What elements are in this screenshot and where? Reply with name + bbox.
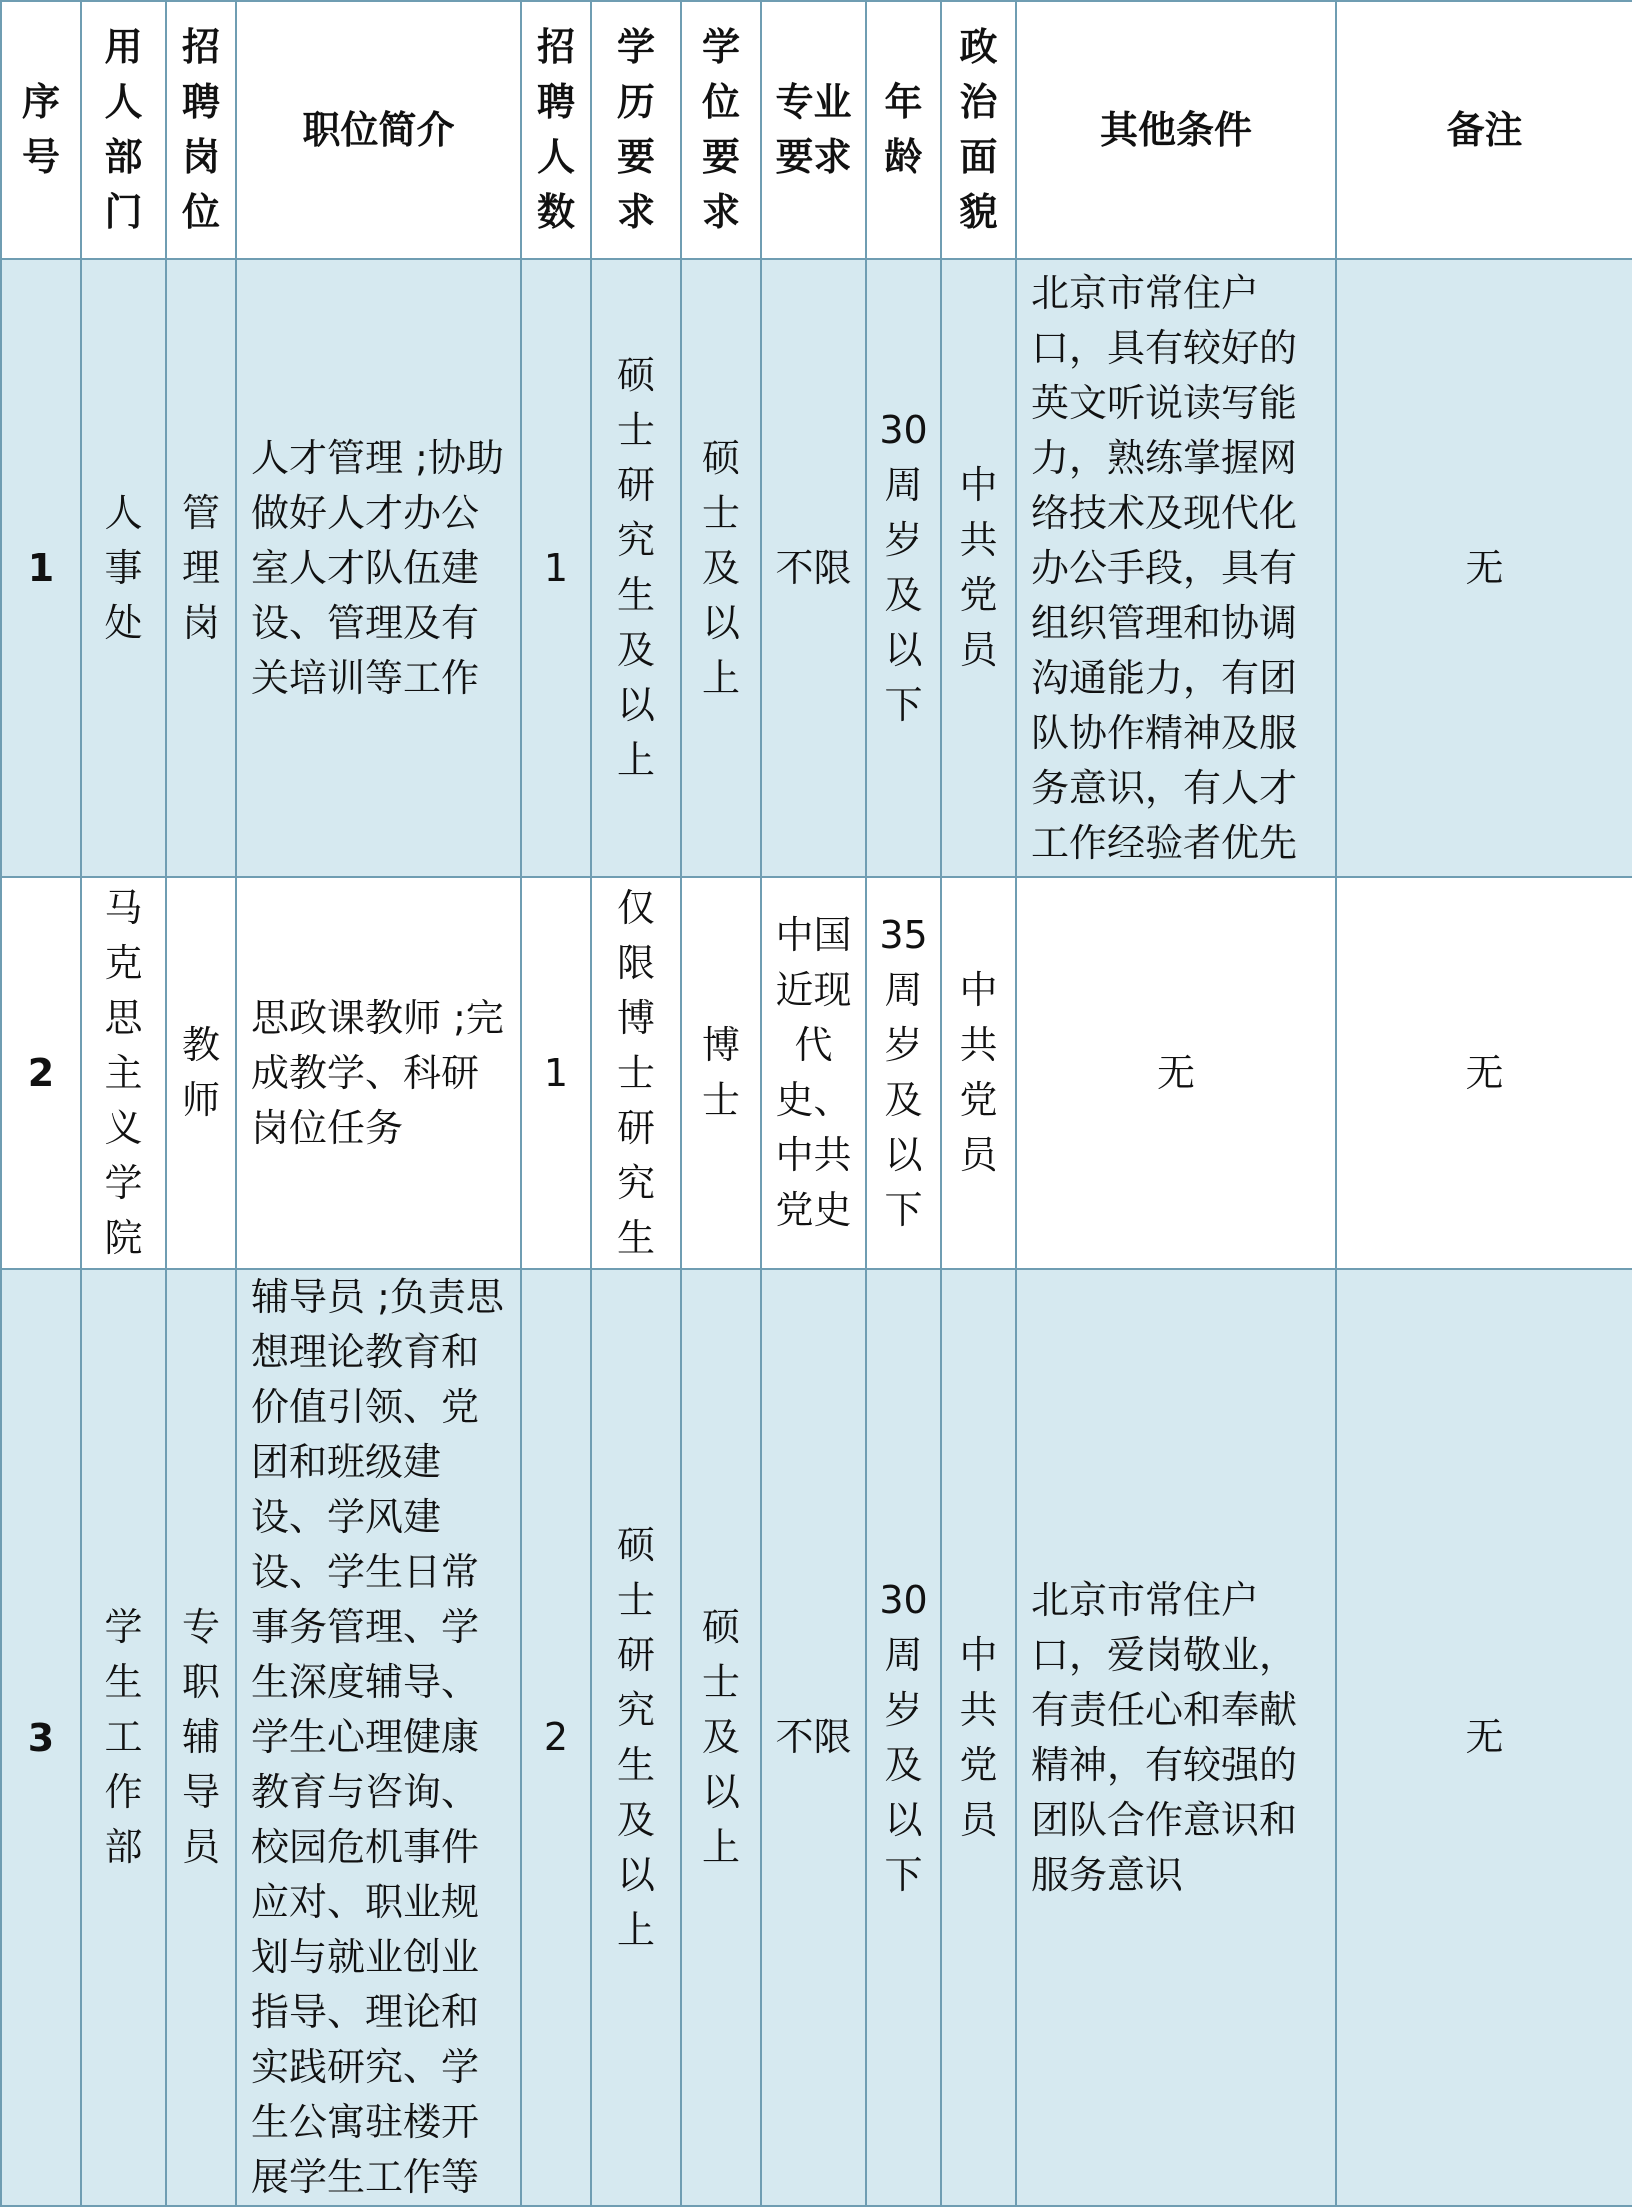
cell-degree: 硕士及以上: [681, 1269, 761, 2206]
cell-political: 中共党员: [941, 877, 1016, 1269]
cell-political: 中共党员: [941, 259, 1016, 877]
header-post: 招聘岗位: [166, 1, 236, 259]
cell-major: 不限: [761, 259, 866, 877]
header-major: 专业要求: [761, 1, 866, 259]
table-row: [1, 877, 1632, 1269]
header-row: [1, 1, 1632, 259]
cell-seq: 3: [1, 1269, 81, 2206]
cell-intro: 辅导员 ;负责思想理论教育和价值引领、党团和班级建设、学风建设、学生日常事务管理、学生深度辅导、学生心理健康教育与咨询、校园危机事件应对、职业规划与就业创业指导、理论和实践研究、学生公寓驻楼开展学生工作等: [236, 1269, 521, 2206]
cell-remark: 无: [1336, 877, 1632, 1269]
cell-other: 北京市常住户口，爱岗敬业，有责任心和奉献精神，有较强的团队合作意识和服务意识: [1016, 1269, 1336, 2206]
cell-intro: 思政课教师 ;完成教学、科研岗位任务: [236, 877, 521, 1269]
cell-degree: 博士: [681, 877, 761, 1269]
cell-post: 管理岗: [166, 259, 236, 877]
cell-intro: 人才管理 ;协助做好人才办公室人才队伍建设、管理及有关培训等工作: [236, 259, 521, 877]
cell-dept: 学生工作部: [81, 1269, 166, 2206]
header-count: 招聘人数: [521, 1, 591, 259]
cell-degree: 硕士及以上: [681, 259, 761, 877]
header-age: 年龄: [866, 1, 941, 259]
cell-edu: 硕士研究生及以上: [591, 1269, 681, 2206]
cell-dept: 马克思主义学院: [81, 877, 166, 1269]
header-intro: 职位简介: [236, 1, 521, 259]
cell-age: 30 周岁及以下: [866, 1269, 941, 2206]
cell-edu: 仅限博士研究生: [591, 877, 681, 1269]
cell-seq: 1: [1, 259, 81, 877]
cell-age: 35 周岁及以下: [866, 877, 941, 1269]
cell-count: 2: [521, 1269, 591, 2206]
table-row: [1, 259, 1632, 877]
header-remark: 备注: [1336, 1, 1632, 259]
cell-major: 中国近现代史、中共党史: [761, 877, 866, 1269]
cell-major: 不限: [761, 1269, 866, 2206]
cell-remark: 无: [1336, 259, 1632, 877]
table-row: [1, 1269, 1632, 2206]
header-degree: 学位要求: [681, 1, 761, 259]
cell-remark: 无: [1336, 1269, 1632, 2206]
header-seq: 序号: [1, 1, 81, 259]
header-other: 其他条件: [1016, 1, 1336, 259]
cell-post: 专职辅导员: [166, 1269, 236, 2206]
cell-dept: 人事处: [81, 259, 166, 877]
cell-post: 教师: [166, 877, 236, 1269]
header-political: 政治面貌: [941, 1, 1016, 259]
header-dept: 用人部门: [81, 1, 166, 259]
cell-other: 北京市常住户口，具有较好的英文听说读写能力，熟练掌握网络技术及现代化办公手段，具有组织管理和协调沟通能力，有团队协作精神及服务意识，有人才工作经验者优先: [1016, 259, 1336, 877]
cell-count: 1: [521, 259, 591, 877]
cell-seq: 2: [1, 877, 81, 1269]
cell-count: 1: [521, 877, 591, 1269]
cell-political: 中共党员: [941, 1269, 1016, 2206]
cell-age: 30 周岁及以下: [866, 259, 941, 877]
cell-edu: 硕士研究生及以上: [591, 259, 681, 877]
cell-other: 无: [1016, 877, 1336, 1269]
header-edu: 学历要求: [591, 1, 681, 259]
